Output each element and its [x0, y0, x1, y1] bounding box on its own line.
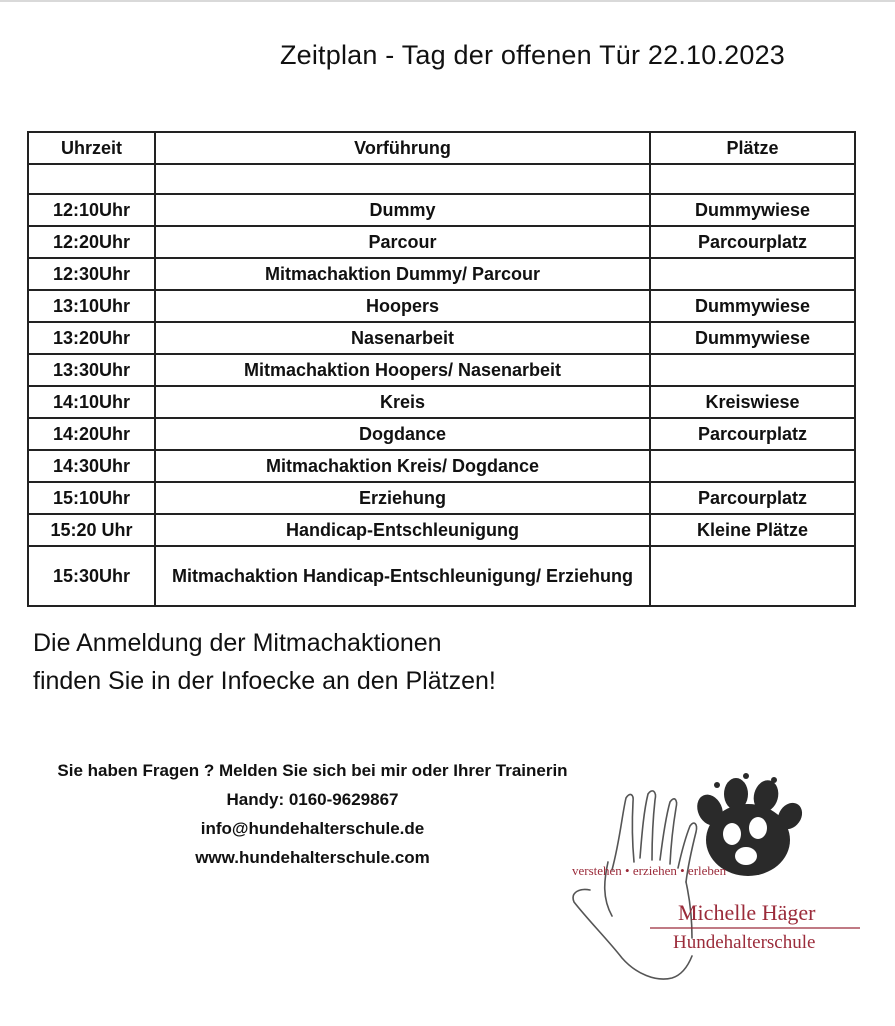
table-cell-time: 13:30Uhr: [28, 354, 155, 386]
table-row: [28, 258, 855, 290]
notice-line-2: finden Sie in der Infoecke an den Plätzen!: [33, 667, 496, 695]
table-cell-event: Erziehung: [155, 482, 650, 514]
table-row: [28, 514, 855, 546]
logo-tagline: verstehen • erziehen • erleben: [572, 863, 727, 878]
page-title: Zeitplan - Tag der offenen Tür 22.10.2023: [279, 40, 786, 70]
table-cell-time: 14:10Uhr: [28, 386, 155, 418]
table-row: [28, 322, 855, 354]
school-logo: [560, 770, 870, 1000]
notice-line-1: Die Anmeldung der Mitmachaktionen: [33, 629, 442, 657]
table-row: [28, 226, 855, 258]
table-row: [28, 290, 855, 322]
column-header-time: Uhrzeit: [28, 132, 155, 164]
table-cell-location: [650, 450, 855, 482]
table-cell-event: Kreis: [155, 386, 650, 418]
table-cell-event: Mitmachaktion Kreis/ Dogdance: [155, 450, 650, 482]
table-cell-location: Dummywiese: [650, 290, 855, 322]
table-row: [28, 450, 855, 482]
table-cell-location: [650, 258, 855, 290]
table-cell-time: 15:30Uhr: [28, 546, 155, 606]
table-row: [28, 546, 855, 606]
table-cell-event: Dogdance: [155, 418, 650, 450]
contact-website: www.hundehalterschule.com: [195, 848, 430, 867]
table-cell-location: [650, 546, 855, 606]
table-cell-event: Mitmachaktion Dummy/ Parcour: [155, 258, 650, 290]
column-header-location: Plätze: [650, 132, 855, 164]
table-cell-location: Kreiswiese: [650, 386, 855, 418]
contact-block: [30, 756, 595, 872]
paw-icon: [692, 773, 807, 876]
table-cell-time: 12:20Uhr: [28, 226, 155, 258]
table-cell-time: 15:20 Uhr: [28, 514, 155, 546]
table-cell-event: Dummy: [155, 194, 650, 226]
table-cell-time: 13:10Uhr: [28, 290, 155, 322]
table-cell-location: Parcourplatz: [650, 226, 855, 258]
contact-phone: Handy: 0160-9629867: [226, 790, 399, 809]
logo-name: Michelle Häger: [678, 900, 816, 925]
table-cell: [650, 164, 855, 194]
top-divider: [0, 0, 895, 2]
table-cell-time: 13:20Uhr: [28, 322, 155, 354]
table-row: [28, 194, 855, 226]
logo-subtitle: Hundehalterschule: [673, 932, 816, 953]
table-cell-event: Nasenarbeit: [155, 322, 650, 354]
table-cell-time: 12:10Uhr: [28, 194, 155, 226]
table-cell-event: Handicap-Entschleunigung: [155, 514, 650, 546]
table-cell-time: 12:30Uhr: [28, 258, 155, 290]
registration-notice: [33, 624, 496, 700]
table-cell-location: Parcourplatz: [650, 482, 855, 514]
table-cell-location: Parcourplatz: [650, 418, 855, 450]
schedule-table: [27, 131, 856, 607]
table-row-empty: [28, 164, 855, 194]
table-cell-time: 14:20Uhr: [28, 418, 155, 450]
table-cell-location: Dummywiese: [650, 322, 855, 354]
table-cell-location: [650, 354, 855, 386]
table-cell-time: 14:30Uhr: [28, 450, 155, 482]
table-cell-location: Kleine Plätze: [650, 514, 855, 546]
table-row: [28, 418, 855, 450]
table-cell: [155, 164, 650, 194]
table-cell-location: Dummywiese: [650, 194, 855, 226]
table-cell-event: Hoopers: [155, 290, 650, 322]
table-row: [28, 386, 855, 418]
table-row: [28, 482, 855, 514]
contact-question: Sie haben Fragen ? Melden Sie sich bei mir oder Ihrer Trainerin: [57, 761, 568, 780]
table-cell: [28, 164, 155, 194]
table-cell-time: 15:10Uhr: [28, 482, 155, 514]
table-cell-event: Mitmachaktion Hoopers/ Nasenarbeit: [155, 354, 650, 386]
table-row: [28, 354, 855, 386]
table-cell-event: Parcour: [155, 226, 650, 258]
contact-email: info@hundehalterschule.de: [200, 819, 425, 838]
table-cell-event: Mitmachaktion Handicap-Entschleunigung/ Erziehung: [155, 546, 650, 606]
column-header-event: Vorführung: [155, 132, 650, 164]
table-header-row: [28, 132, 855, 164]
